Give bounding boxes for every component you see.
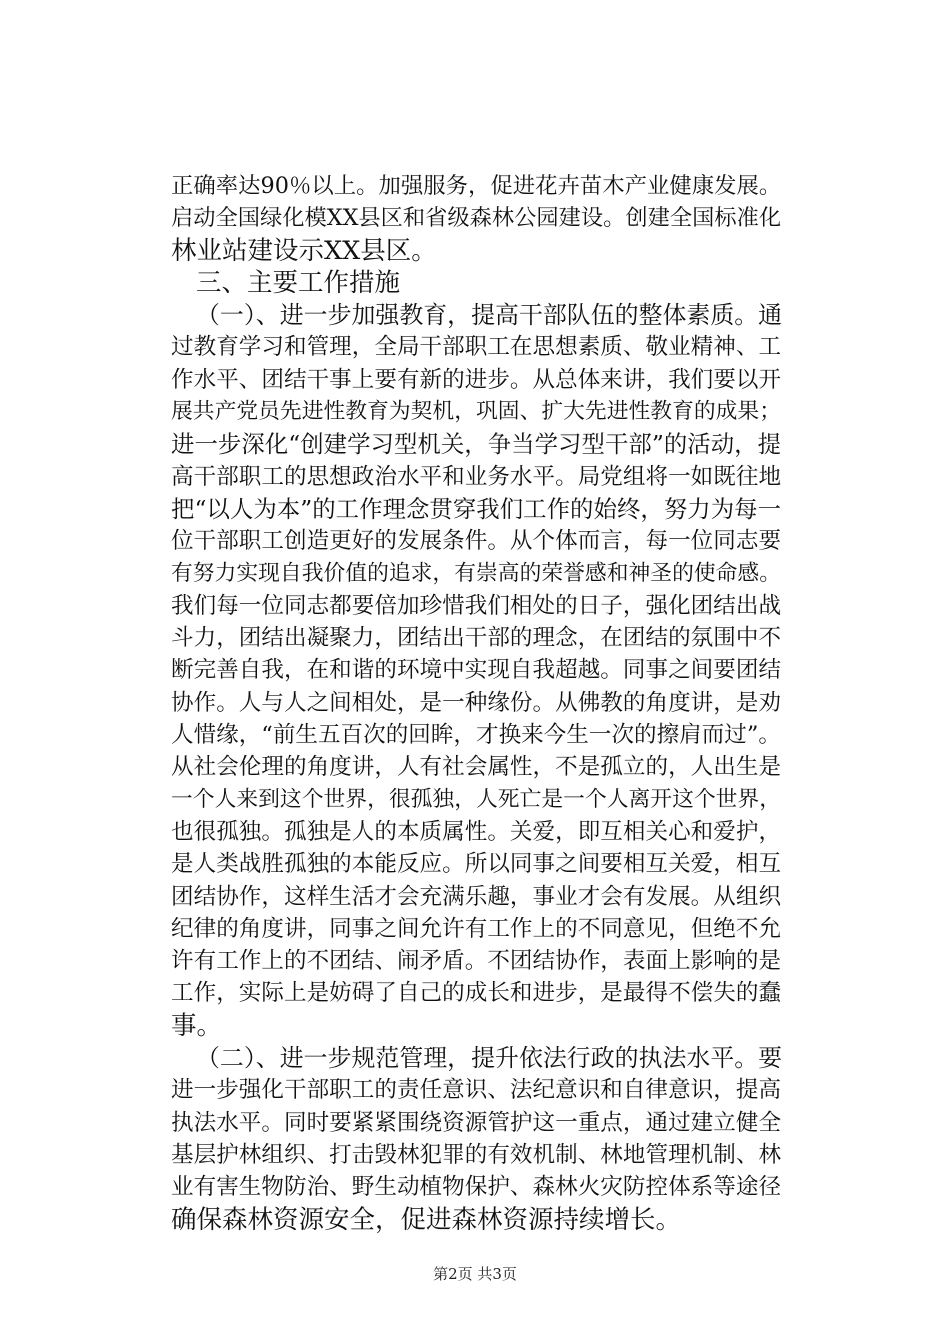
text-line: 进一步深化“创建学习型机关，争当学习型干部”的活动，提 xyxy=(171,430,781,459)
text-line: 斗力，团结出凝聚力，团结出干部的理念，在团结的氛围中不 xyxy=(171,625,781,652)
text-line: 有努力实现自我价值的追求，有崇高的荣誉感和神圣的使命感。 xyxy=(171,560,781,586)
text-line: 确保森林资源安全，促进森林资源持续增长。 xyxy=(171,1204,682,1235)
text-line: 作水平、团结干事上要有新的进步。从总体来讲，我们要以开 xyxy=(171,366,781,393)
text-line: 过教育学习和管理，全局干部职工在思想素质、敬业精神、工 xyxy=(171,334,781,361)
document-body xyxy=(171,170,781,1236)
text-line: 启动全国绿化模XX县区和省级森林公园建设。创建全国标准化 xyxy=(171,205,782,232)
text-line: 位干部职工创造更好的发展条件。从个体而言，每一位同志要 xyxy=(171,528,781,555)
text-line: 是人类战胜孤独的本能反应。所以同事之间要相互关爱，相互 xyxy=(171,851,781,878)
text-line: 工作，实际上是妨碍了自己的成长和进步，是最得不偿失的蠢 xyxy=(171,980,781,1007)
text-line: 进一步强化干部职工的责任意识、法纪意识和自律意识，提高 xyxy=(171,1077,781,1104)
text-line: 从社会伦理的角度讲，人有社会属性，不是孤立的，人出生是 xyxy=(171,754,781,781)
text-line: 也很孤独。孤独是人的本质属性。关爱，即互相关心和爱护， xyxy=(171,818,781,845)
text-line: 林业站建设示XX县区。 xyxy=(171,235,437,266)
text-line: 许有工作上的不团结、闹矛盾。不团结协作，表面上影响的是 xyxy=(171,948,781,975)
text-line: 执法水平。同时要紧紧围绕资源管护这一重点，通过建立健全 xyxy=(171,1109,781,1136)
text-line: 团结协作，这样生活才会充满乐趣，事业才会有发展。从组织 xyxy=(171,883,781,910)
text-line: 基层护林组织、打击毁林犯罪的有效机制、林地管理机制、林 xyxy=(171,1141,781,1168)
text-line: 高干部职工的思想政治水平和业务水平。局党组将一如既往地 xyxy=(171,463,781,490)
text-line: 断完善自我，在和谐的环境中实现自我超越。同事之间要团结 xyxy=(171,657,781,684)
text-line: 一个人来到这个世界，很孤独，人死亡是一个人离开这个世界， xyxy=(171,786,781,812)
section-heading: 三、主要工作措施 xyxy=(196,267,401,298)
text-line: （一）、进一步加强教育，提高干部队伍的整体素质。通 xyxy=(196,301,783,330)
text-line: 人惜缘，“前生五百次的回眸，才换来今生一次的擦肩而过”。 xyxy=(171,722,781,749)
page-number-footer: 第2页 共3页 xyxy=(433,1265,517,1283)
text-line: 把“以人为本”的工作理念贯穿我们工作的始终，努力为每一 xyxy=(171,494,781,523)
text-line: 纪律的角度讲，同事之间允许有工作上的不同意见，但绝不允 xyxy=(171,915,781,942)
text-line: 我们每一位同志都要倍加珍惜我们相处的日子，强化团结出战 xyxy=(171,592,781,619)
text-line: （二）、进一步规范管理，提升依法行政的执法水平。要 xyxy=(196,1044,783,1073)
text-line: 展共产党员先进性教育为契机，巩固、扩大先进性教育的成果； xyxy=(171,399,781,425)
text-line: 事。 xyxy=(171,1010,223,1041)
text-line: 协作。人与人之间相处，是一种缘份。从佛教的角度讲，是劝 xyxy=(171,689,781,716)
text-line: 正确率达90％以上。加强服务，促进花卉苗木产业健康发展。 xyxy=(171,173,782,199)
text-line: 业有害生物防治、野生动植物保护、森林火灾防控体系等途径 xyxy=(171,1174,781,1201)
